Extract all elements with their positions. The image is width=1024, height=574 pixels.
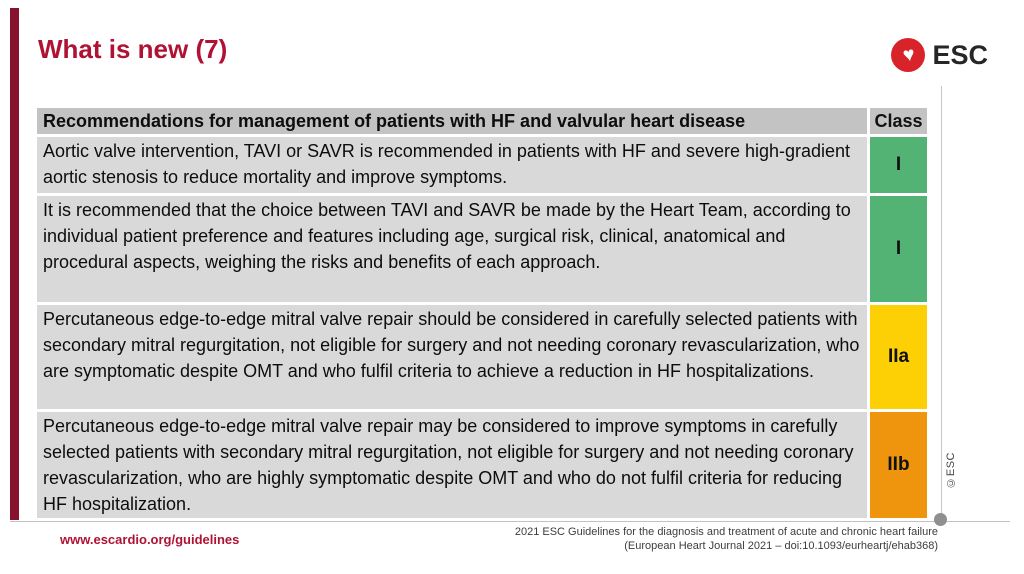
heart-icon: ♥	[900, 43, 917, 67]
class-badge: I	[870, 196, 927, 302]
citation	[515, 525, 938, 553]
table-header-recommendation: Recommendations for management of patients with HF and valvular heart disease	[37, 108, 867, 134]
class-badge: I	[870, 137, 927, 193]
citation-line-2: (European Heart Journal 2021 – doi:10.1093/eurheartj/ehab368)	[624, 540, 938, 552]
table-row	[37, 196, 927, 302]
table-row	[37, 305, 927, 409]
class-badge: IIa	[870, 305, 927, 409]
recommendations-table	[37, 108, 927, 518]
table-header-row	[37, 108, 927, 134]
class-badge: IIb	[870, 412, 927, 518]
citation-line-1: 2021 ESC Guidelines for the diagnosis and treatment of acute and chronic heart failure	[514, 526, 938, 538]
recommendation-text: Percutaneous edge-to-edge mitral valve repair should be considered in carefully selected patients with secondary mitral regurgitation, not eligible for surgery and not needing coronary revascularization, who are symptomatic despite OMT and who fulfil criteria to achieve a reduction in HF hospitalizations.	[37, 305, 867, 409]
esc-copyright-vertical: ©ESC	[945, 452, 957, 489]
guidelines-link[interactable]: www.escardio.org/guidelines	[60, 532, 240, 547]
esc-heart-icon	[891, 38, 925, 72]
footer-divider	[10, 521, 1010, 522]
recommendation-text: Aortic valve intervention, TAVI or SAVR is recommended in patients with HF and severe high-gradient aortic stenosis to reduce mortality and improve symptoms.	[37, 137, 867, 193]
page-title: What is new (7)	[38, 34, 228, 64]
slide-dot	[934, 513, 947, 526]
left-accent-bar	[10, 8, 19, 520]
right-divider	[941, 86, 942, 519]
table-row	[37, 412, 927, 518]
esc-logo-text: ESC	[932, 39, 988, 70]
esc-logo	[891, 38, 988, 72]
table-row	[37, 137, 927, 193]
table-header-class: Class	[870, 108, 927, 134]
recommendation-text: Percutaneous edge-to-edge mitral valve repair may be considered to improve symptoms in carefully selected patients with secondary mitral regurgitation, not eligible for surgery and not needing coronary revascularization, who are highly symptomatic despite OMT and who do not fulfil criteria for reducing HF hospitalization.	[37, 412, 867, 518]
recommendation-text: It is recommended that the choice between TAVI and SAVR be made by the Heart Team, according to individual patient preference and features including age, surgical risk, clinical, anatomical and procedural aspects, weighing the risks and benefits of each approach.	[37, 196, 867, 302]
